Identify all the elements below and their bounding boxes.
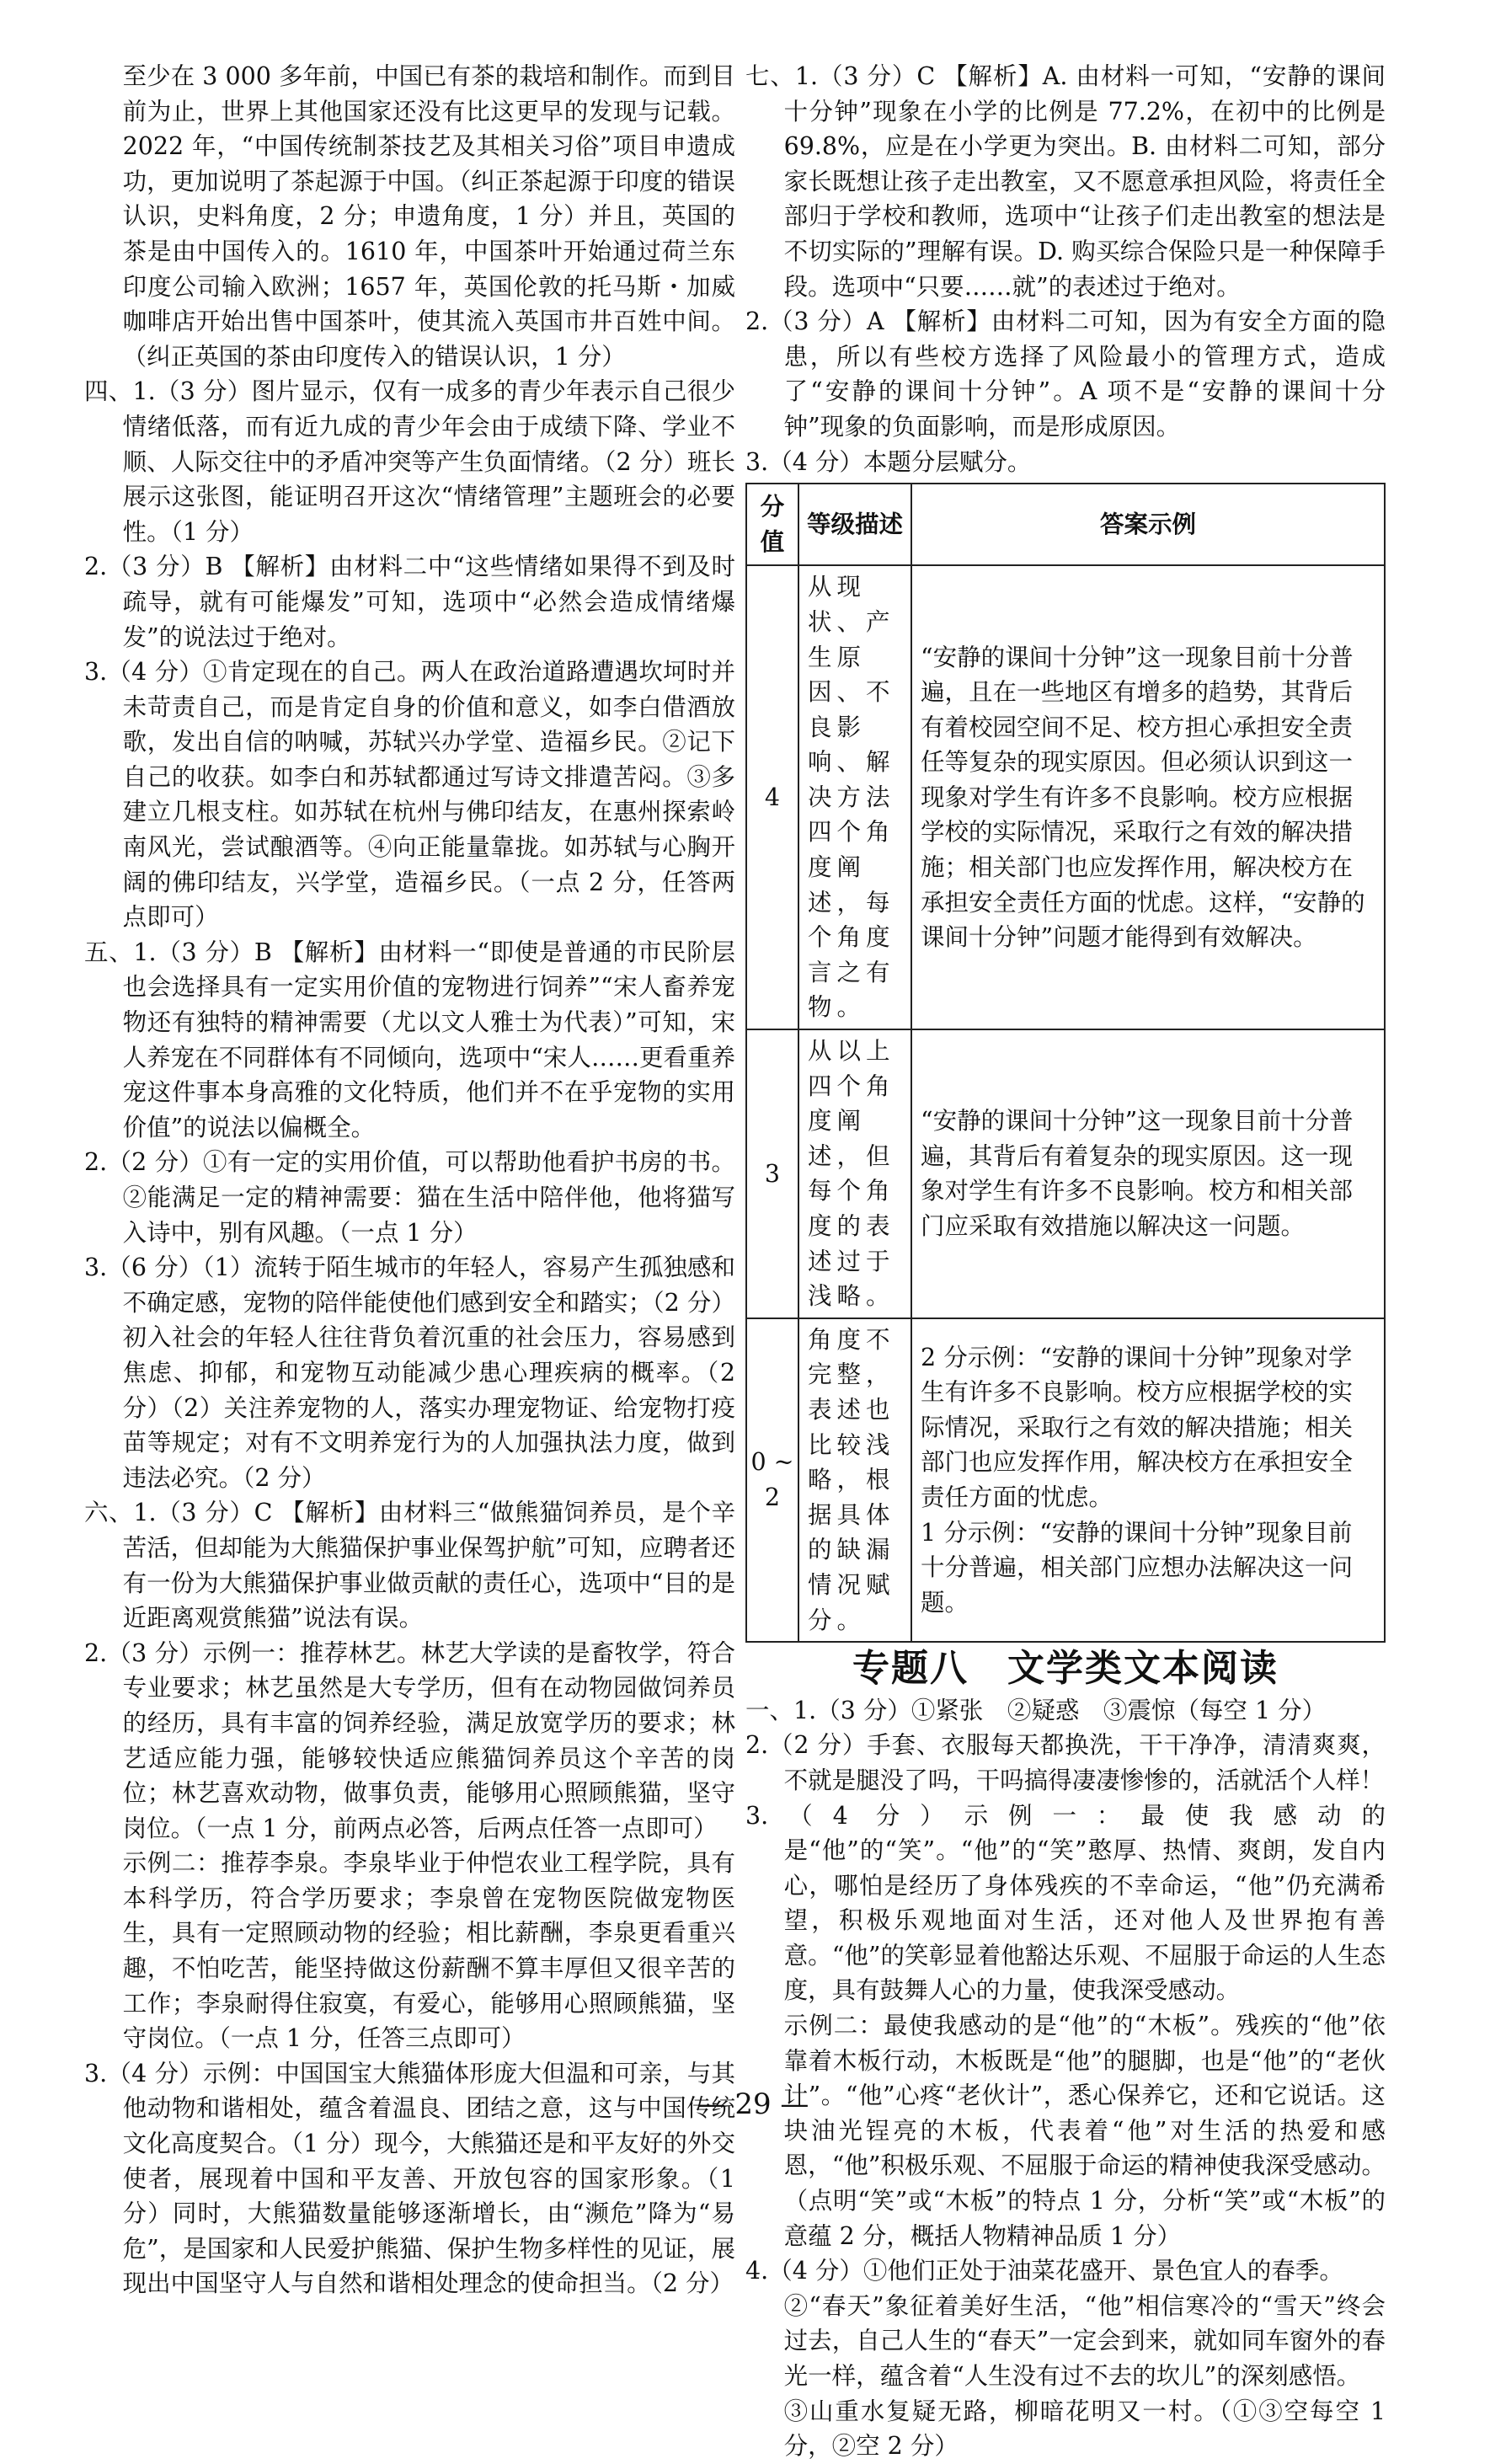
paragraph: 六、1.（3 分）C 【解析】由材料三“做熊猫饲养员，是个辛苦活，但却能为大熊猫保护事业保驾护航”可知，应聘者还有一份为大熊猫保护事业做贡献的责任心，选项中“目的是近距离观赏熊猫”说法有误。 <box>84 1499 735 1633</box>
scoring-table <box>745 483 1386 1643</box>
paragraph: 3.（4 分）示例：中国国宝大熊猫体形庞大但温和可亲，与其他动物和谐相处，蕴含着温良、团结之意，这与中国传统文化高度契合。（1 分）现今，大熊猫还是和平友好的外交使者，展现着中国和平友善、开放包容的国家形象。（1 分）同时，大熊猫数量能够逐渐增长，由“濒危”降为“易危”，是国家和人民爱护熊猫、保护生物多样性的见证，展现出中国坚守人与自然和谐相处理念的使命担当。（2 分） <box>84 2059 735 2298</box>
column-header: 答案示例 <box>911 484 1385 565</box>
column-header: 等级描述 <box>798 484 911 565</box>
paragraph: ③山重水复疑无路，柳暗花明又一村。（①③空每空 1 分，②空 2 分） <box>783 2397 1386 2461</box>
left-column <box>84 59 735 2301</box>
table-row <box>746 1029 1385 1318</box>
paragraph: 示例二：最使我感动的是“他”的“木板”。残疾的“他”依靠着木板行动，木板既是“他”的腿脚，也是“他”的“老伙计”。“他”心疼“老伙计”，悉心保养它，还和它说话。这块油光锃亮的木板，代表着“他”对生活的热爱和感恩，“他”积极乐观、不屈服于命运的精神使我深受感动。（点明“笑”或“木板”的特点 1 分，分析“笑”或“木板”的意蕴 2 分，概括人物精神品质 1 分） <box>783 2012 1386 2250</box>
table-header-row <box>746 484 1385 565</box>
table-row <box>746 1318 1385 1642</box>
page-number: — 29 — <box>697 2087 809 2121</box>
example-cell: “安静的课间十分钟”这一现象目前十分普遍，且在一些地区有增多的趋势，其背后有着校园空间不足、校方担心承担安全责任等复杂的现实原因。但必须认识到这一现象对学生有许多不良影响。校方应根据学校的实际情况，采取行之有效的解决措施；相关部门也应发挥作用，解决校方在承担安全责任方面的忧虑。这样，“安静的课间十分钟”问题才能得到有效解决。 <box>911 565 1385 1029</box>
paragraph: 3.（4 分）①肯定现在的自己。两人在政治道路遭遇坎坷时并未苛责自己，而是肯定自身的价值和意义，如李白借酒放歌，发出自信的呐喊，苏轼兴办学堂、造福乡民。②记下自己的收获。如李白和苏轼都通过写诗文排遣苦闷。③多建立几根支柱。如苏轼在杭州与佛印结友，在惠州探索岭南风光，尝试酿酒等。④向正能量靠拢。如苏轼与心胸开阔的佛印结友，兴学堂，造福乡民。（一点 2 分，任答两点即可） <box>84 658 735 932</box>
paragraph: 2.（2 分）①有一定的实用价值，可以帮助他看护书房的书。②能满足一定的精神需要：猫在生活中陪伴他，他将猫写入诗中，别有风趣。（一点 1 分） <box>84 1148 735 1247</box>
level-cell: 从现状、产生原因、不良影响、解决方法四个角度阐述，每个角度言之有物。 <box>798 565 911 1029</box>
paragraph: 示例二：推荐李泉。李泉毕业于仲恺农业工程学院，具有本科学历，符合学历要求；李泉曾在宠物医院做宠物医生，具有一定照顾动物的经验；相比薪酬，李泉更看重兴趣，不怕吃苦，能坚持做这份薪酬不算丰厚但又很辛苦的工作；李泉耐得住寂寞，有爱心，能够用心照顾熊猫，坚守岗位。（一点 1 分，任答三点即可） <box>122 1849 735 2053</box>
paragraph: 2.（3 分）示例一：推荐林艺。林艺大学读的是畜牧学，符合专业要求；林艺虽然是大专学历，但有在动物园做饲养员的经历，具有丰富的饲养经验，满足放宽学历的要求；林艺适应能力强，能够较快适应熊猫饲养员这个辛苦的岗位；林艺喜欢动物，做事负责，能够用心照顾熊猫，坚守岗位。（一点 1 分，前两点必答，后两点任答一点即可） <box>84 1638 735 1842</box>
score-cell: 3 <box>746 1029 798 1318</box>
score-cell: 4 <box>746 565 798 1029</box>
example-cell: 2 分示例：“安静的课间十分钟”现象对学生有许多不良影响。校方应根据学校的实际情况，采取行之有效的解决措施；相关部门也应发挥作用，解决校方在承担安全责任方面的忧虑。 1 分示例：“安静的课间十分钟”现象目前十分普遍，相关部门应想办法解决这一问题。 <box>911 1318 1385 1642</box>
paragraph: 3.（4 分）本题分层赋分。 <box>745 447 1032 476</box>
paragraph: 3.（6 分）（1）流转于陌生城市的年轻人，容易产生孤独感和不确定感，宠物的陪伴能使他们感到安全和踏实；（2 分）初入社会的年轻人往往背负着沉重的社会压力，容易感到焦虑、抑郁，和宠物互动能减少患心理疾病的概率。（2 分）（2）关注养宠物的人，落实办理宠物证、给宠物打疫苗等规定；对有不文明养宠行为的人加强执法力度，做到违法必究。（2 分） <box>84 1253 735 1492</box>
paragraph: 3.（4 分）示例一：最使我感动的是“他”的“笑”。“他”的“笑”憨厚、热情、爽朗，发自内心，哪怕是经历了身体残疾的不幸命运，“他”仍充满希望，积极乐观地面对生活，还对他人及世界抱有善意。“他”的笑彰显着他豁达乐观、不屈服于命运的人生态度，具有鼓舞人心的力量，使我深受感动。 <box>745 1801 1386 2005</box>
paragraph: ②“春天”象征着美好生活，“他”相信寒冷的“雪天”终会过去，自己人生的“春天”一定会到来，就如同车窗外的春光一样，蕴含着“人生没有过不去的坎儿”的深刻感悟。 <box>783 2291 1386 2390</box>
paragraph: 至少在 3 000 多年前，中国已有茶的栽培和制作。而到目前为止，世界上其他国家还没有比这更早的发现与记载。2022 年，“中国传统制茶技艺及其相关习俗”项目申遗成功，更加说明了茶起源于中国。（纠正茶起源于印度的错误认识，史料角度，2 分；申遗角度，1 分）并且，英国的茶是由中国传入的。1610 年，中国茶叶开始通过荷兰东印度公司输入欧洲；1657 年，英国伦敦的托马斯・加威咖啡店开始出售中国茶叶，使其流入英国市井百姓中间。（纠正英国的茶由印度传入的错误认识，1 分） <box>122 62 735 371</box>
paragraph: 2.（2 分）手套、衣服每天都换洗，干干净净，清清爽爽，不就是腿没了吗，干吗搞得凄凄惨惨的，活就活个人样！ <box>745 1731 1386 1794</box>
paragraph: 2.（3 分）B 【解析】由材料二中“这些情绪如果得不到及时疏导，就有可能爆发”可知，选项中“必然会造成情绪爆发”的说法过于绝对。 <box>84 553 735 651</box>
paragraph: 2.（3 分）A 【解析】由材料二可知，因为有安全方面的隐患，所以有些校方选择了风险最小的管理方式，造成了“安静的课间十分钟”。A 项不是“安静的课间十分钟”现象的负面影响，而是形成原因。 <box>745 307 1386 441</box>
section-title: 专题八 文学类文本阅读 <box>852 1647 1279 1691</box>
paragraph: 五、1.（3 分）B 【解析】由材料一“即使是普通的市民阶层也会选择具有一定实用价值的宠物进行饲养”“宋人畜养宠物还有独特的精神需要（尤以文人雅士为代表）”可知，宋人养宠在不同群体有不同倾向，选项中“宋人……更看重养宠这件事本身高雅的文化特质，他们并不在乎宠物的实用价值”的说法以偏概全。 <box>84 938 735 1141</box>
column-header: 分值 <box>746 484 798 565</box>
paragraph: 一、1.（3 分）①紧张 ②疑惑 ③震惊（每空 1 分） <box>745 1696 1327 1724</box>
table-row <box>746 565 1385 1029</box>
score-cell: 0 ~ 2 <box>746 1318 798 1642</box>
paragraph: 四、1.（3 分）图片显示，仅有一成多的青少年表示自己很少情绪低落，而有近九成的青少年会由于成绩下降、学业不顺、人际交往中的矛盾冲突等产生负面情绪。（2 分）班长展示这张图，能证明召开这次“情绪管理”主题班会的必要性。（1 分） <box>84 377 735 546</box>
example-cell: “安静的课间十分钟”这一现象目前十分普遍，其背后有着复杂的现实原因。这一现象对学生有许多不良影响。校方和相关部门应采取有效措施以解决这一问题。 <box>911 1029 1385 1318</box>
paragraph: 七、1.（3 分）C 【解析】A. 由材料一可知，“安静的课间十分钟”现象在小学的比例是 77.2%，在初中的比例是 69.8%，应是在小学更为突出。B. 由材料二可知，部分家长既想让孩子走出教室，又不愿意承担风险，将责任全部归于学校和教师，选项中“让孩子们走出教室的想法是不切实际的”理解有误。D. 购买综合保险只是一种保障手段。选项中“只要……就”的表述过于绝对。 <box>745 62 1386 301</box>
paragraph: 4.（4 分）①他们正处于油菜花盛开、景色宜人的春季。 <box>745 2257 1343 2285</box>
level-cell: 角度不完整，表述也比较浅略，根据具体的缺漏情况赋分。 <box>798 1318 911 1642</box>
level-cell: 从以上四个角度阐述，但每个角度的表述过于浅略。 <box>798 1029 911 1318</box>
